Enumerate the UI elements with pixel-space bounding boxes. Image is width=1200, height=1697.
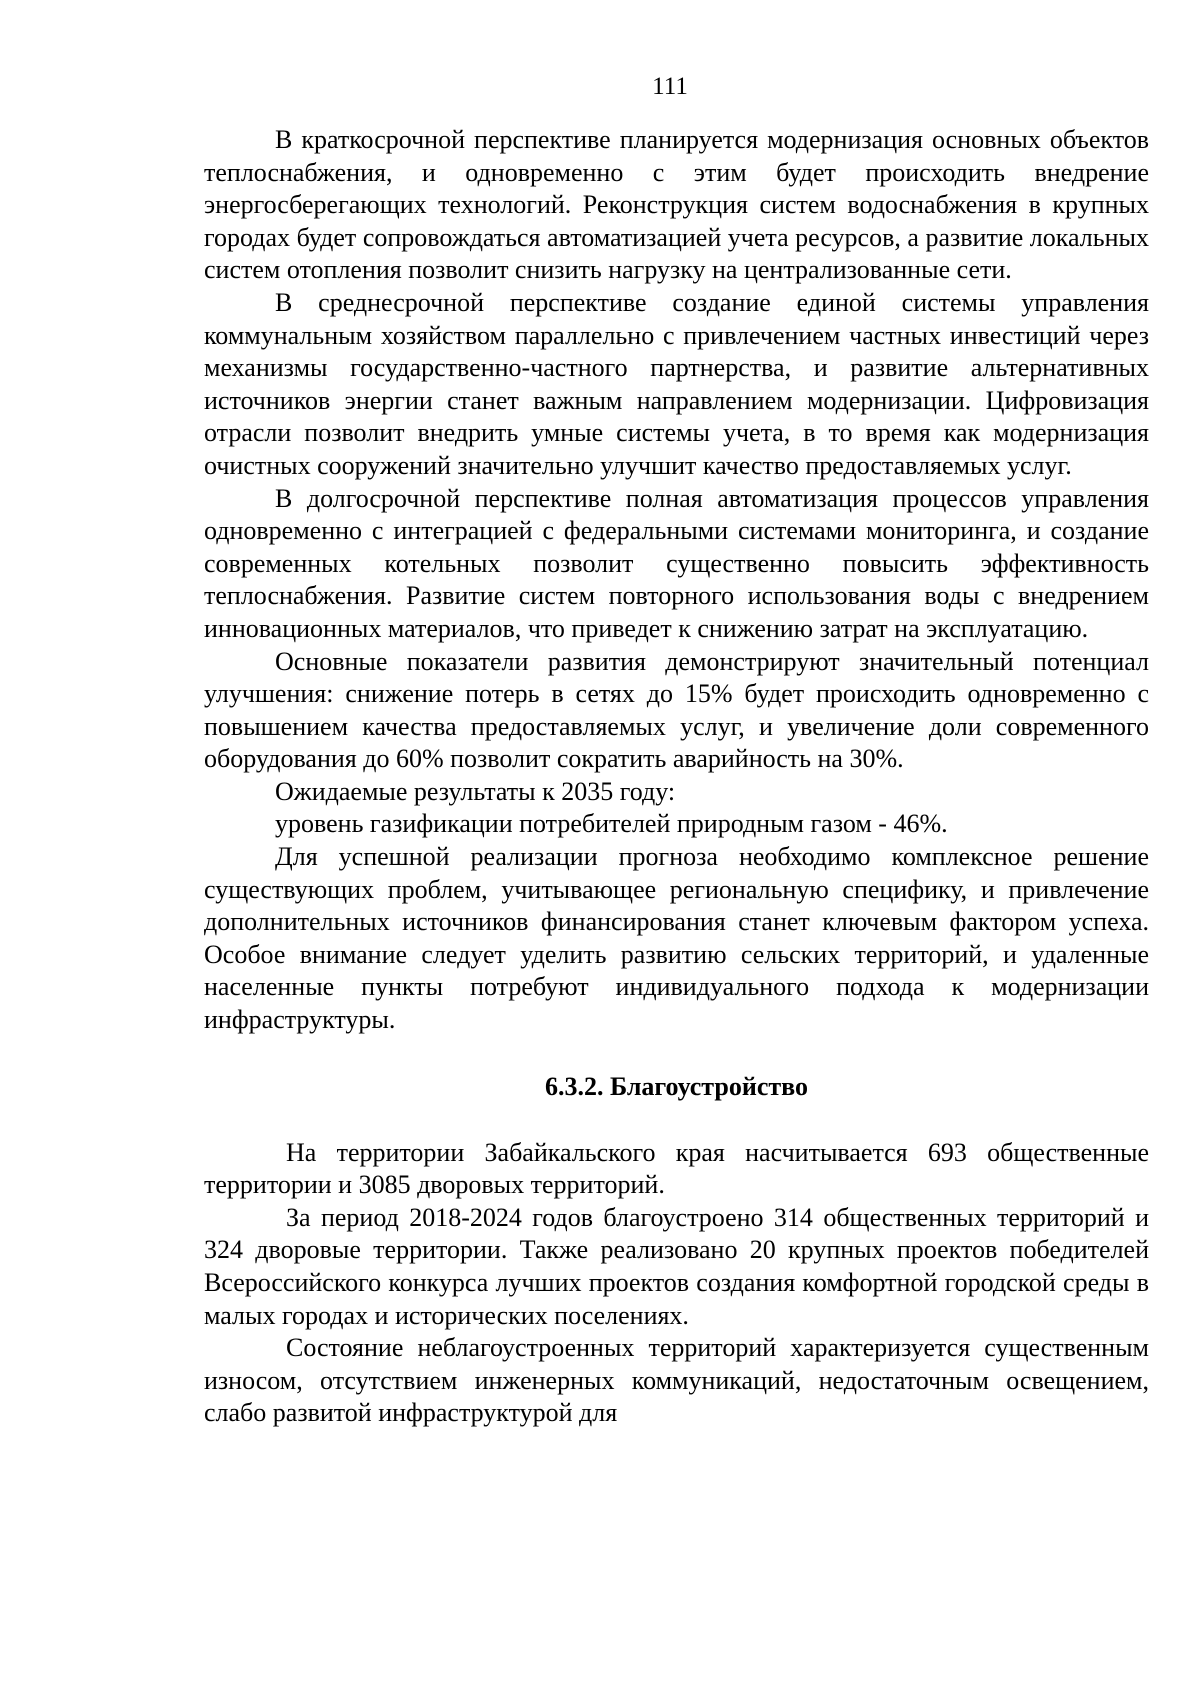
results-title: Ожидаемые результаты к 2035 году: [275,776,676,806]
paragraph-long-term: В долгосрочной перспективе полная автоматизация процессов управления одновременно с интеграцией с федеральными системами мониторинга, и создание современных котельных позволит существенно повысить эффективность теплоснабжения. Развитие систем повторного использования воды с внедрением инновационных материалов, что приведет к снижению затрат на эксплуатацию. [204,483,1149,643]
spacer [204,1037,1149,1071]
results-item: уровень газификации потребителей природным газом - 46%. [275,809,948,839]
page-content [204,124,1149,1430]
paragraph-closing: Для успешной реализации прогноза необходимо комплексное решение существующих проблем, учитывающее региональную специфику, и привлечение дополнительных источников финансирования станет ключевым фактором успеха. Особое внимание следует уделить развитию сельских территорий, и удаленные населенные пункты потребуют индивидуального подхода к модернизации инфраструктуры. [204,842,1149,1035]
paragraph-short-term: В краткосрочной перспективе планируется модернизация основных объектов теплоснабжения, и одновременно с этим будет происходить внедрение энергосберегающих технологий. Реконструкция систем водоснабжения в крупных городах будет сопровождаться автоматизацией учета ресурсов, а развитие локальных систем отопления позволит снизить нагрузку на централизованные сети. [204,125,1149,285]
paragraph-indicators: Основные показатели развития демонстрируют значительный потенциал улучшения: снижение потерь в сетях до 15% будет происходить одновременно с повышением качества предоставляемых услуг, и увеличение доли современного оборудования до 60% позволит сократить аварийность на 30%. [204,646,1149,774]
paragraph-territory-state: Состояние неблагоустроенных территорий характеризуется существенным износом, отсутствием инженерных коммуникаций, недостаточным освещением, слабо развитой инфраструктурой для [204,1333,1149,1428]
paragraph-mid-term: В среднесрочной перспективе создание единой системы управления коммунальным хозяйством параллельно с привлечением частных инвестиций через механизмы государственно-частного партнерства, и развитие альтернативных источников энергии станет важным направлением модернизации. Цифровизация отрасли позволит внедрить умные системы учета, в то время как модернизация очистных сооружений значительно улучшит качество предоставляемых услуг. [204,287,1149,480]
page-number: 111 [652,73,688,100]
spacer [204,1103,1149,1137]
section-heading: 6.3.2. Благоустройство [544,1071,809,1101]
paragraph-territories-count: На территории Забайкальского края насчитывается 693 общественные территории и 3085 дворовых территорий. [204,1137,1149,1200]
paragraph-period-results: За период 2018-2024 годов благоустроено 314 общественных территорий и 324 дворовые территории. Также реализовано 20 крупных проектов победителей Всероссийского конкурса лучших проектов создания комфортной городской среды в малых городах и исторических поселениях. [204,1202,1149,1330]
